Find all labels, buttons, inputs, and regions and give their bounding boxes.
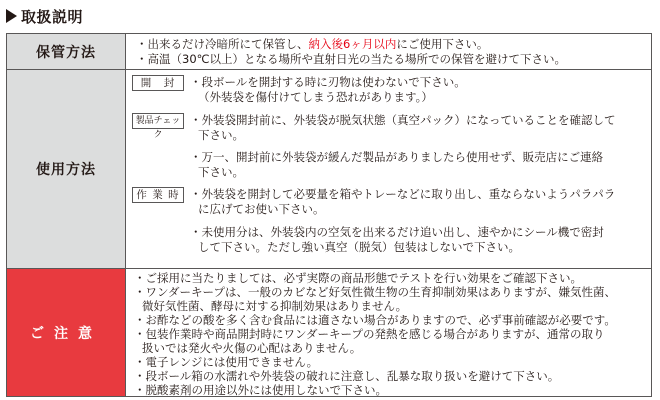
caution-content [125, 269, 651, 396]
storage-line-1-c: にご使用下さい。 [396, 37, 489, 51]
caution-line-7: ・電子レンジには使用できません。 [134, 355, 319, 369]
usage-line-5: ・万一、開封前に外装袋が緩んだ製品がありましたら使用せず、販売店にご連絡 [190, 150, 604, 164]
usage-line-8: に広げてお使い下さい。 [198, 202, 325, 216]
storage-line-2: ・高温（30℃以上）となる場所や直射日光の当たる場所での保管を避けて下さい。 [136, 52, 567, 66]
usage-line-4: 下さい。 [198, 128, 244, 142]
storage-content [125, 34, 651, 69]
usage-line-7: ・外装袋を開封して必要量を箱やトレーなどに取り出し、重ならないようパラパラ [190, 187, 616, 201]
usage-line-9: ・未使用分は、外装袋内の空気を出来るだけ追い出し、速やかにシール機で密封 [190, 225, 604, 239]
usage-line-2: （外装袋を傷付けてしまう恐れがあります。） [198, 90, 433, 104]
caution-line-8: ・段ボール箱の水濡れや外装袋の破れに注意し、乱暴な取り扱いを避けて下さい。 [134, 369, 560, 383]
caution-line-9: ・脱酸素剤の用途以外には使用しないで下さい。 [134, 383, 387, 397]
storage-highlight-period: 納入後6ヶ月以内 [308, 37, 397, 51]
usage-line-1: ・段ボールを開封する時に刃物は使わないで下さい。 [190, 75, 466, 89]
caution-line-6: 扱いでは発火や火傷の心配はありません。 [142, 341, 362, 355]
usage-row [7, 70, 651, 269]
usage-line-10: して下さい。ただし強い真空（脱気）包装はしないで下さい。 [198, 240, 520, 254]
caution-line-1: ・ご採用に当たりましては、必ず実際の商品形態でテストを行い効果をご確認下さい。 [134, 271, 583, 285]
usage-line-3: ・外装袋開封前に、外装袋が脱気状態（真空パック）になっていることを確認して [190, 113, 616, 127]
caution-row [7, 269, 651, 396]
tag-during-work: 作 業 時 [132, 187, 184, 203]
tag-opening: 開 封 [132, 75, 184, 91]
usage-content [125, 70, 651, 268]
storage-line-1 [136, 37, 488, 51]
storage-line-1-a: ・出来るだけ冷暗所にて保管し、 [136, 37, 309, 51]
section-title [6, 5, 83, 27]
triangle-bullet-icon [6, 9, 17, 23]
caution-heading: ご注意 [7, 269, 125, 396]
usage-line-6: 下さい。 [198, 165, 244, 179]
storage-row [7, 34, 651, 70]
storage-heading: 保管方法 [7, 34, 125, 69]
caution-line-2: ・ワンダーキープは、一般のカビなど好気性微生物の生育抑制効果はありますが、嫌気性菌、 [134, 285, 616, 299]
caution-line-5: ・包装作業時や商品開封時にワンダーキープの発熱を感じる場合がありますが、通常の取り [134, 327, 605, 341]
section-title-text: 取扱説明 [21, 7, 84, 26]
instruction-table [6, 33, 652, 397]
caution-line-3: 微好気性菌、酵母に対する抑制効果はありません。 [142, 299, 408, 313]
caution-line-4: ・お酢などの酸を多く含む食品には適さない場合がありますので、必ず事前確認が必要です。 [134, 313, 616, 327]
usage-heading: 使用方法 [7, 70, 125, 268]
tag-product-check: 製品チェック [132, 113, 184, 129]
